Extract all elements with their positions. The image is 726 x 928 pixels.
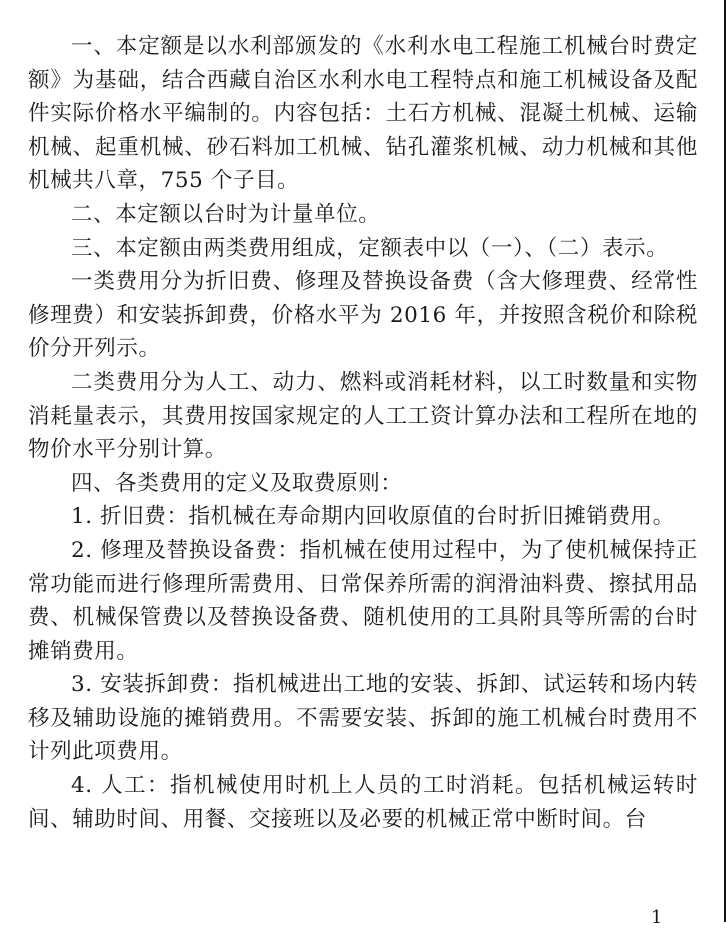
paragraph-3: 三、本定额由两类费用组成，定额表中以（一）、（二）表示。 bbox=[71, 235, 669, 261]
paragraph-4: 一类费用分为折旧费、修理及替换设备费（含大修理费、经常性修理费）和安装拆卸费，价格水平为 2016 年，并按照含税价和除税价分开列示。 bbox=[28, 269, 698, 362]
paragraph-9: 3. 安装拆卸费：指机械进出工地的安装、拆卸、试运转和场内转移及辅助设施的摊销费用。不需要安装、拆卸的施工机械台时费用不计列此项费用。 bbox=[28, 672, 698, 765]
paragraph-5: 二类费用分为人工、动力、燃料或消耗材料，以工时数量和实物消耗量表示，其费用按国家规定的人工工资计算办法和工程所在地的物价水平分别计算。 bbox=[28, 369, 698, 463]
page-number: 1 bbox=[651, 907, 663, 928]
paragraph-2: 二、本定额以台时为计量单位。 bbox=[71, 201, 381, 227]
paragraph-7: 1. 折旧费：指机械在寿命期内回收原值的台时折旧摊销费用。 bbox=[71, 504, 675, 530]
paragraph-8: 2. 修理及替换设备费：指机械在使用过程中，为了使机械保持正常功能而进行修理所需费用、日常保养所需的润滑油料费、擦拭用品费、机械保管费以及替换设备费、随机使用的工具附具等所需的台时摊销费用。 bbox=[28, 537, 698, 664]
body-text bbox=[28, 30, 698, 836]
paragraph-6: 四、各类费用的定义及取费原则： bbox=[71, 470, 403, 496]
paragraph-1: 一、本定额是以水利部颁发的《水利水电工程施工机械台时费定额》为基础，结合西藏自治区水利水电工程特点和施工机械设备及配件实际价格水平编制的。内容包括：土石方机械、混凝土机械、运输机械、起重机械、砂石料加工机械、钻孔灌浆机械、动力机械和其他机械共八章，755 个子目。 bbox=[28, 34, 698, 194]
paragraph-10: 4. 人工：指机械使用时机上人员的工时消耗。包括机械运转时间、辅助时间、用餐、交接班以及必要的机械正常中断时间。台 bbox=[28, 773, 698, 832]
